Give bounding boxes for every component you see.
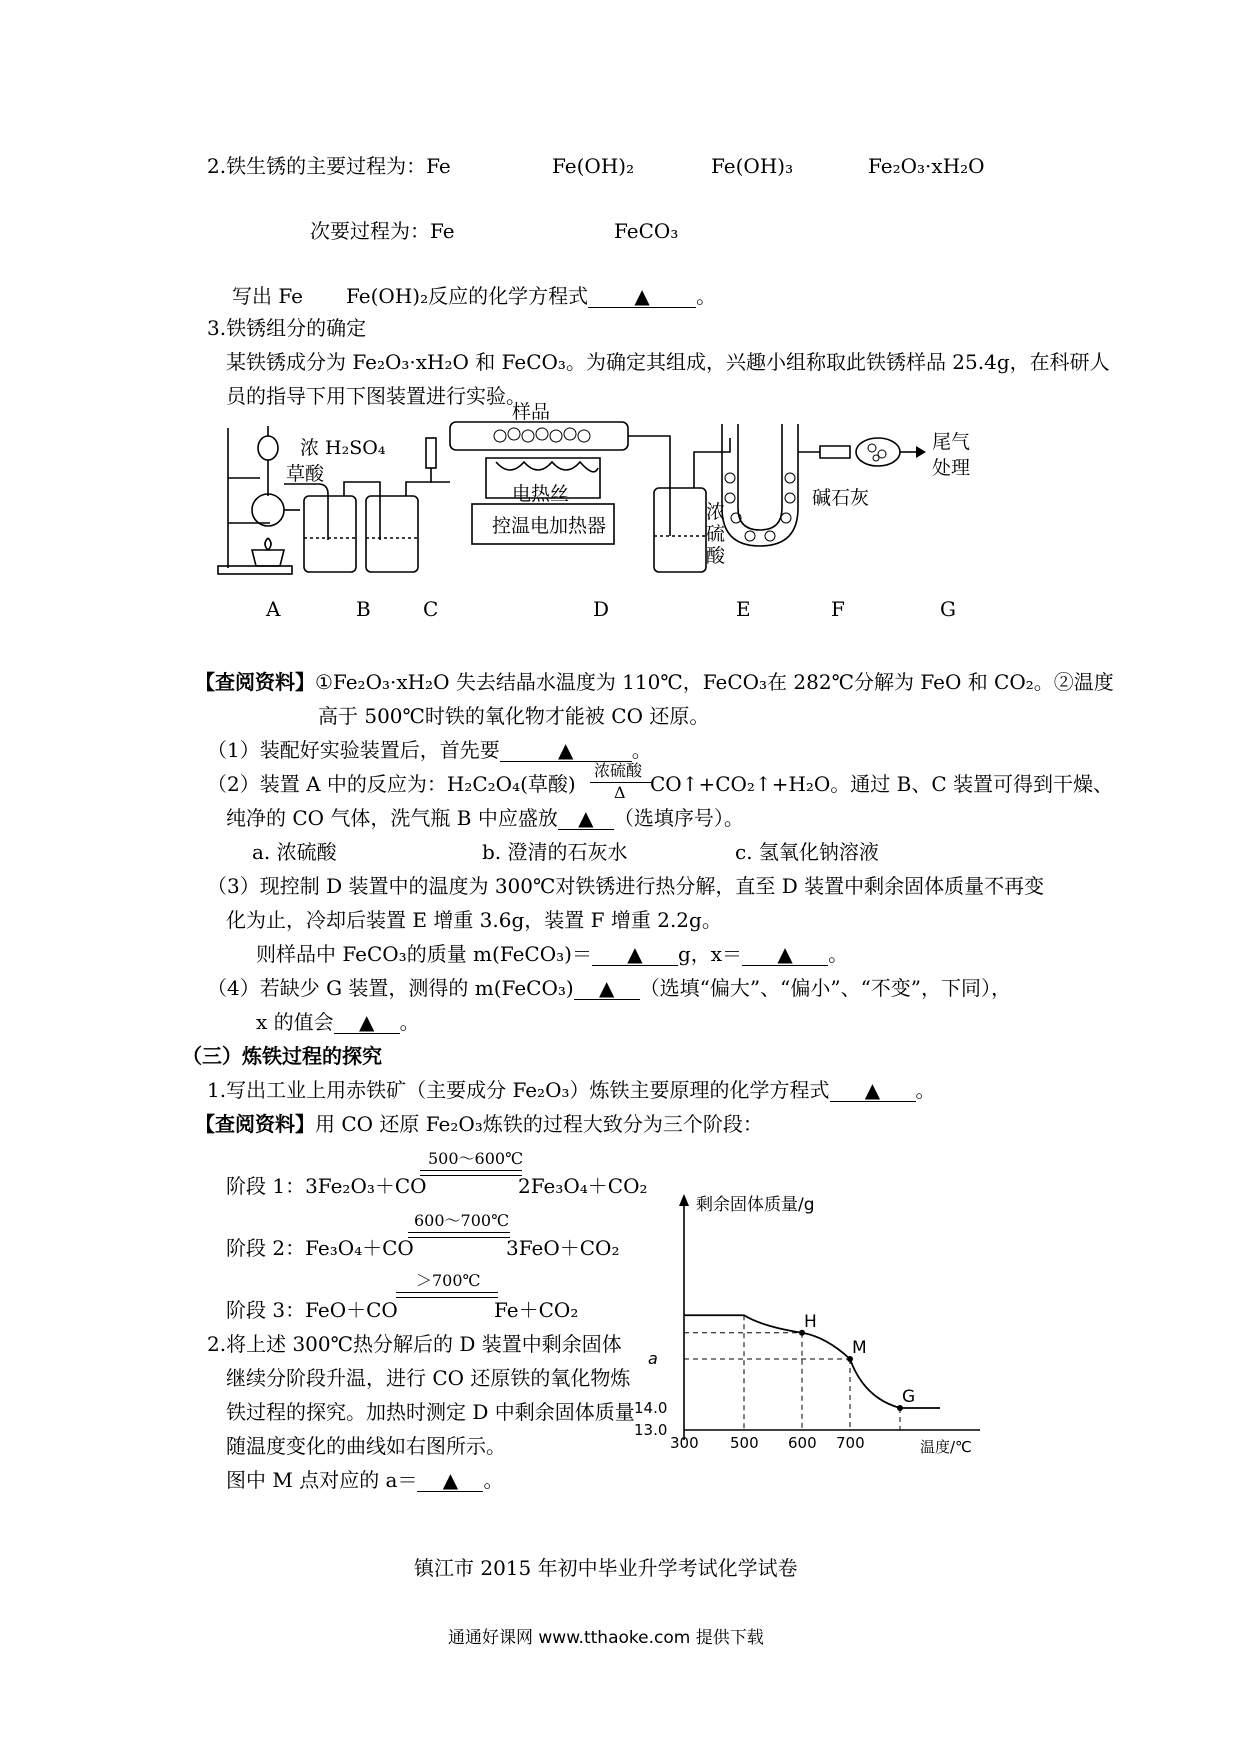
part3-question-1-text: 1.写出工业上用赤铁矿（主要成分 Fe₂O₃）炼铁主要原理的化学方程式 <box>207 1078 830 1102</box>
separatory-funnel <box>258 436 278 460</box>
reaction-tube-d <box>450 422 628 450</box>
question-3-line-3 <box>256 942 848 966</box>
stage-1-condition: 500～600℃ <box>428 1149 523 1168</box>
label-conc-h2so4: 浓 H₂SO₄ <box>300 437 386 459</box>
reaction-condition-top: 浓硫酸 <box>594 761 643 780</box>
question-3-line-2: 化为止，冷却后装置 E 增重 3.6g，装置 F 增重 2.2g。 <box>226 908 722 932</box>
stage-2-products: 3FeO＋CO₂ <box>506 1236 620 1260</box>
x-tick-label: 500 <box>730 1434 759 1452</box>
flask <box>252 494 284 526</box>
label-sample: 样品 <box>512 401 551 423</box>
x-tick-label: 300 <box>670 1434 699 1452</box>
part3-question-1 <box>207 1078 936 1102</box>
question-4-text-c: x 的值会 <box>256 1010 334 1034</box>
label-oxalic-acid: 草酸 <box>286 463 325 485</box>
x-tick-label: 700 <box>836 1434 865 1452</box>
write-eq-rest <box>346 284 716 308</box>
period: 。 <box>399 1010 420 1034</box>
answer-blank[interactable]: ▲ <box>417 1469 483 1492</box>
answer-blank[interactable]: ▲ <box>558 807 614 830</box>
period: 。 <box>828 942 849 966</box>
question-3-text-c: 则样品中 FeCO₃的质量 m(FeCO₃)＝ <box>256 942 592 966</box>
part3-title: （三）炼铁过程的探究 <box>182 1044 382 1068</box>
answer-blank[interactable]: ▲ <box>334 1011 400 1034</box>
question-1-text: （1）装配好实验装置后，首先要 <box>207 738 500 762</box>
question-4-text-a: （4）若缺少 G 装置，测得的 m(FeCO₃) <box>207 976 574 1000</box>
apparatus-diagram <box>200 401 1100 618</box>
stage-3-condition: ＞700℃ <box>416 1271 481 1290</box>
part3-question-2-text: 图中 M 点对应的 a＝ <box>226 1468 418 1492</box>
rust-main-prefix: 2.铁生锈的主要过程为：Fe <box>207 154 451 178</box>
question-2-text-c: 纯净的 CO 气体，洗气瓶 B 中应盛放 <box>226 806 558 830</box>
x-axis-label: 温度/℃ <box>920 1438 972 1456</box>
reaction-condition-bottom: Δ <box>614 783 626 802</box>
x-tick-label: 600 <box>788 1434 817 1452</box>
label-conc-acid-3: 酸 <box>706 545 726 567</box>
point-label-g: G <box>902 1387 916 1407</box>
option-b: b. 澄清的石灰水 <box>482 840 628 864</box>
question-3-line-1: （3）现控制 D 装置中的温度为 300℃对铁锈进行热分解，直至 D 装置中剩余固体质量不再变 <box>207 874 1045 898</box>
valve <box>426 438 436 468</box>
apparatus-label-a: A <box>266 597 281 621</box>
footer-title: 镇江市 2015 年初中毕业升学考试化学试卷 <box>414 1556 798 1580</box>
section3-title: 3.铁锈组分的确定 <box>207 316 367 340</box>
answer-blank[interactable]: ▲ <box>500 739 632 762</box>
y-axis-label: 剩余固体质量/g <box>696 1195 815 1215</box>
stand-base <box>218 566 292 574</box>
species-fe2o3-xh2o: Fe₂O₃·xH₂O <box>868 154 985 178</box>
part3-question-2-line-3: 铁过程的探究。加热时测定 D 中剩余固体质量 <box>226 1400 635 1424</box>
rust-process-line <box>207 154 451 178</box>
apparatus-label-b: B <box>356 597 371 621</box>
stage-3-equals <box>396 1292 498 1298</box>
reference-text-1: ①Fe₂O₃·xH₂O 失去结晶水温度为 110℃，FeCO₃在 282℃分解为 FeO 和 CO₂。②温度 <box>315 670 1114 694</box>
mass-temperature-chart <box>634 1190 980 1456</box>
apparatus-label-c: C <box>423 597 439 621</box>
wash-bottle-e <box>654 488 706 572</box>
apparatus-label-f: F <box>831 597 845 621</box>
label-tail-gas-1: 尾气 <box>932 431 971 453</box>
point-label-h: H <box>804 1311 817 1332</box>
stage-2-condition: 600～700℃ <box>414 1211 509 1230</box>
stage-2-reactants: 阶段 2：Fe₃O₄＋CO <box>226 1236 414 1260</box>
answer-blank[interactable]: ▲ <box>830 1079 916 1102</box>
stage-1-equals <box>420 1170 522 1176</box>
option-a: a. 浓硫酸 <box>252 840 337 864</box>
write-eq-text: Fe(OH)₂反应的化学方程式 <box>346 284 589 308</box>
apparatus-label-d: D <box>593 597 610 621</box>
stage-2-equals <box>408 1232 510 1238</box>
part3-question-2-line-5 <box>226 1468 503 1492</box>
y-tick-label: 13.0 <box>634 1421 668 1439</box>
question-2-text-d: （选填序号）。 <box>613 806 744 830</box>
drying-tube-g <box>820 446 850 458</box>
period: 。 <box>915 1078 936 1102</box>
question-4-line-2 <box>256 1010 420 1034</box>
point-label-m: M <box>852 1338 867 1358</box>
stage-1-reactants: 阶段 1：3Fe₂O₃＋CO <box>226 1174 427 1198</box>
y-axis-arrow-icon <box>679 1194 689 1206</box>
option-c: c. 氢氧化钠溶液 <box>735 840 879 864</box>
reference-tag: 【查阅资料】 <box>195 1112 315 1136</box>
question-2-text-a: （2）装置 A 中的反应为：H₂C₂O₄(草酸) <box>207 772 576 796</box>
part3-question-2-line-2: 继续分阶段升温，进行 CO 还原铁的氧化物炼 <box>226 1366 631 1390</box>
answer-blank[interactable]: ▲ <box>742 943 828 966</box>
apparatus-label-e: E <box>736 597 751 621</box>
label-heater-box: 控温电加热器 <box>492 515 607 537</box>
wash-bottle-b <box>304 496 356 572</box>
part3-question-2-line-1: 2.将上述 300℃热分解后的 D 装置中剩余固体 <box>207 1332 622 1356</box>
tube-a-b <box>284 484 328 540</box>
label-tail-gas-2: 处理 <box>932 457 971 479</box>
question-4-line-1 <box>207 976 1011 1000</box>
period: 。 <box>631 738 652 762</box>
label-conc-acid-1: 浓 <box>706 501 726 523</box>
period: 。 <box>696 284 717 308</box>
secondary-process-prefix: 次要过程为：Fe <box>310 219 455 243</box>
label-heater-wire: 电热丝 <box>512 483 570 505</box>
section3-paragraph-1: 某铁锈成分为 Fe₂O₃·xH₂O 和 FeCO₃。为确定其组成，兴趣小组称取此铁锈样品 25.4g，在科研人 <box>226 350 1110 374</box>
species-fe-oh-3: Fe(OH)₃ <box>711 154 794 178</box>
answer-blank[interactable]: ▲ <box>592 943 678 966</box>
apparatus-label-g: G <box>940 597 956 621</box>
question-4-text-b: （选填“偏大”、“偏小”、“不变”，下同）， <box>639 976 1012 1000</box>
label-soda-lime: 碱石灰 <box>812 487 870 509</box>
arrow-icon <box>916 446 926 458</box>
label-conc-acid-2: 硫 <box>706 523 726 545</box>
question-2-line-1 <box>207 772 576 796</box>
question-2-text-b: CO↑+CO₂↑+H₂O。通过 B、C 装置可得到干燥、 <box>650 772 1114 796</box>
species-feco3: FeCO₃ <box>614 219 679 243</box>
species-fe-oh-2: Fe(OH)₂ <box>552 154 635 178</box>
wash-bottle-c <box>366 496 418 572</box>
question-1 <box>207 738 652 762</box>
reference-text-2: 高于 500℃时铁的氧化物才能被 CO 还原。 <box>318 704 710 728</box>
answer-blank[interactable]: ▲ <box>588 285 696 308</box>
stage-3-products: Fe＋CO₂ <box>494 1298 579 1322</box>
section3-paragraph-2: 员的指导下用下图装置进行实验。 <box>226 384 526 408</box>
answer-blank[interactable]: ▲ <box>574 977 640 1000</box>
stage-3-reactants: 阶段 3：FeO＋CO <box>226 1298 398 1322</box>
y-tick-label: 14.0 <box>634 1399 668 1417</box>
reference-line-1 <box>195 670 1114 694</box>
footer-credit: 通通好课网 www.tthaoke.com 提供下载 <box>448 1628 764 1648</box>
part3-question-2-line-4: 随温度变化的曲线如右图所示。 <box>226 1434 506 1458</box>
alcohol-lamp <box>252 550 284 566</box>
part3-reference-text: 用 CO 还原 Fe₂O₃炼铁的过程大致分为三个阶段： <box>315 1112 763 1136</box>
u-tube-f <box>722 424 798 546</box>
y-label-a: a <box>648 1349 658 1368</box>
period: 。 <box>483 1468 504 1492</box>
question-3-text-d: g，x＝ <box>677 942 743 966</box>
stage-1-products: 2Fe₃O₄＋CO₂ <box>518 1174 648 1198</box>
part3-reference <box>195 1112 763 1136</box>
write-eq-fe: 写出 Fe <box>232 284 303 308</box>
reference-tag: 【查阅资料】 <box>195 670 315 694</box>
question-2-line-2 <box>226 806 744 830</box>
tube-d-e <box>628 436 670 536</box>
